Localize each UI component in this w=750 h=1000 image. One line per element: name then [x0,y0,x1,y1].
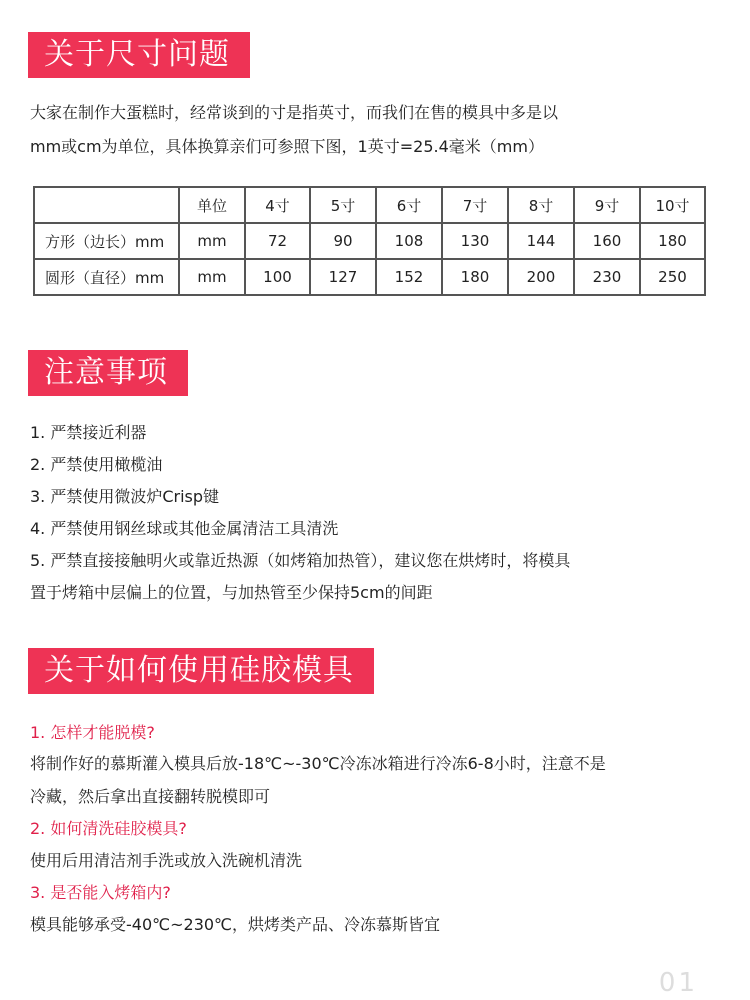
table-row-label: 圆形（直径）mm [34,259,179,295]
faq-answer-1-line-2: 冷藏，然后拿出直接翻转脱模即可 [30,787,271,806]
table-cell: 144 [508,223,574,259]
table-cell: 127 [310,259,376,295]
table-cell: 152 [376,259,442,295]
section-precautions-title: 注意事项 [28,350,188,396]
table-header-cell: 单位 [179,187,245,223]
table-cell: mm [179,259,245,295]
table-header-cell: 6寸 [376,187,442,223]
table-header-cell: 10寸 [640,187,705,223]
table-cell: 72 [245,223,310,259]
table-row [34,223,705,259]
table-row-label: 方形（边长）mm [34,223,179,259]
faq-question-3: 3. 是否能入烤箱内? [30,883,171,902]
table-header-cell: 9寸 [574,187,640,223]
section-usage-title: 关于如何使用硅胶模具 [28,648,374,694]
table-header-cell [34,187,179,223]
table-header-row [34,187,705,223]
table-cell: mm [179,223,245,259]
table-cell: 160 [574,223,640,259]
table-header-cell: 8寸 [508,187,574,223]
faq-answer-2: 使用后用清洁剂手洗或放入洗碗机清洗 [30,851,303,870]
faq-answer-1-line-1: 将制作好的慕斯灌入模具后放-18℃~-30℃冷冻冰箱进行冷冻6-8小时，注意不是 [30,754,606,773]
faq-answer-3: 模具能够承受-40℃~230℃，烘烤类产品、冷冻慕斯皆宜 [30,915,441,934]
section-size-title: 关于尺寸问题 [28,32,250,78]
table-cell: 180 [442,259,508,295]
table-cell: 200 [508,259,574,295]
table-cell: 230 [574,259,640,295]
precaution-item: 3. 严禁使用微波炉Crisp键 [30,487,220,506]
page-number: 01 [658,968,698,998]
precaution-item: 5. 严禁直接接触明火或靠近热源（如烤箱加热管），建议您在烘烤时，将模具 [30,551,571,570]
table-cell: 130 [442,223,508,259]
table-header-cell: 4寸 [245,187,310,223]
precaution-item: 4. 严禁使用钢丝球或其他金属清洁工具清洗 [30,519,339,538]
faq-question-2: 2. 如何清洗硅胶模具? [30,819,187,838]
table-header-cell: 7寸 [442,187,508,223]
faq-question-1: 1. 怎样才能脱模? [30,723,155,742]
size-conversion-table [33,186,706,296]
table-row [34,259,705,295]
table-cell: 108 [376,223,442,259]
precaution-item-continued: 置于烤箱中层偏上的位置，与加热管至少保持5cm的间距 [30,583,433,602]
table-cell: 100 [245,259,310,295]
table-header-cell: 5寸 [310,187,376,223]
table-cell: 250 [640,259,705,295]
size-intro-line-2: mm或cm为单位，具体换算亲们可参照下图，1英寸=25.4毫米（mm） [30,137,544,156]
precaution-item: 1. 严禁接近利器 [30,423,147,442]
table-cell: 90 [310,223,376,259]
precaution-item: 2. 严禁使用橄榄油 [30,455,163,474]
table-cell: 180 [640,223,705,259]
size-intro-line-1: 大家在制作大蛋糕时，经常谈到的寸是指英寸，而我们在售的模具中多是以 [30,103,559,122]
